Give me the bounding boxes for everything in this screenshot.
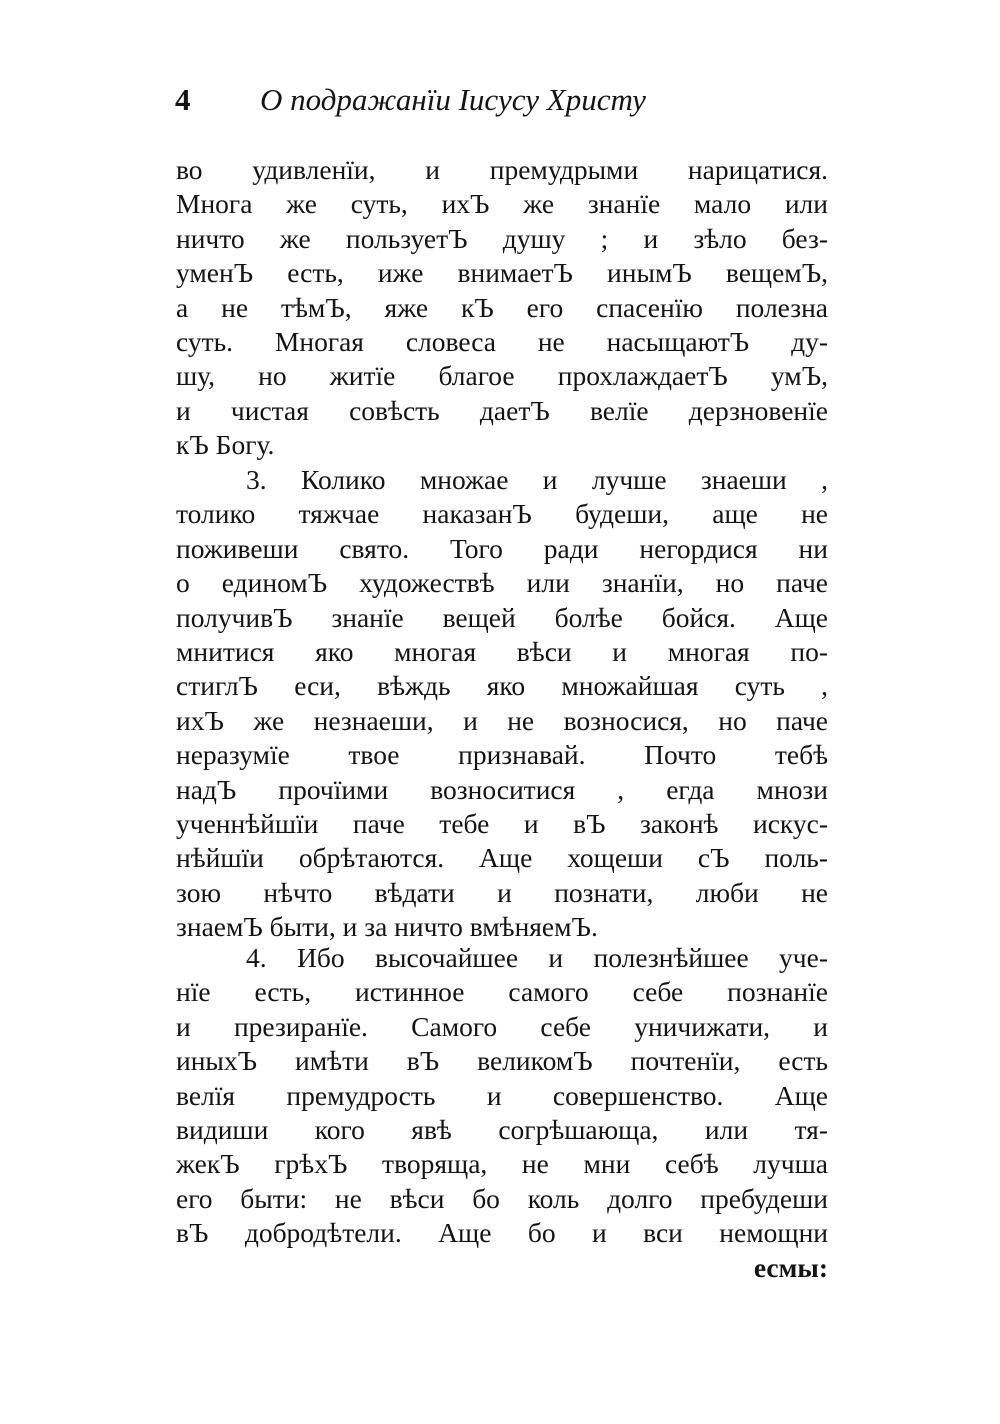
text-line: надЪ прочїими возноситися , егда мнози <box>176 773 828 805</box>
running-title: О подражанїи Іисусу Христу <box>260 82 646 117</box>
text-line: видиши кого явѣ согрѣшающа, или тя- <box>176 1113 828 1145</box>
paragraph-4 <box>176 941 828 1285</box>
text-line: вЪ добродѣтели. Аще бо и вси немощни <box>176 1217 828 1249</box>
text-line: во удивленїи, и премудрыми нарицатися. <box>176 154 828 185</box>
text-line: поживеши свято. Того ради негордися ни <box>176 532 828 564</box>
text-line: нѣйшїи обрѣтаются. Аще хощеши сЪ поль- <box>176 842 828 874</box>
text-line: о единомЪ художествѣ или знанїи, но паче <box>176 567 828 599</box>
text-line: ихЪ же незнаеши, и не возносися, но паче <box>176 704 828 736</box>
text-line: нїе есть, истинное самого себе познанїе <box>176 976 828 1008</box>
text-line: неразумїе твое признавай. Почто тебѣ <box>176 739 828 771</box>
text-line: 4. Ибо высочайшее и полезнѣйшее уче- <box>246 942 828 973</box>
text-line: шу, но житїе благое прохлаждаетЪ умЪ, <box>176 360 828 392</box>
running-header <box>175 82 775 126</box>
text-line: знаемЪ быти, и за ничто вмѣняемЪ. <box>176 911 598 943</box>
paragraph-3 <box>176 463 828 944</box>
text-line: ученнѣйшїи паче тебе и вЪ законѣ искус- <box>176 807 828 839</box>
paragraph-continuation <box>176 153 828 463</box>
text-line: жекЪ грѣхЪ творяща, не мни себѣ лучша <box>176 1148 828 1180</box>
text-line: суть. Многая словеса не насыщаютЪ ду- <box>176 325 828 357</box>
text-line: толико тяжчае наказанЪ будеши, аще не <box>176 498 828 530</box>
catchword: есмы: <box>753 1251 828 1283</box>
text-line: получивЪ знанїе вещей болѣе бойся. Аще <box>176 601 828 633</box>
text-line: стиглЪ еси, вѣждь яко множайшая суть , <box>176 670 828 702</box>
text-line: уменЪ есть, иже внимаетЪ инымЪ вещемЪ, <box>176 257 828 289</box>
text-line: иныхЪ имѣти вЪ великомЪ почтенїи, есть <box>176 1045 828 1077</box>
text-line: зою нѣчто вѣдати и познати, люби не <box>176 876 828 908</box>
text-line: и чистая совѣсть даетЪ велїе дерзновенїе <box>176 394 828 426</box>
text-line: ничто же пользуетЪ душу ; и зѣло без- <box>176 222 828 254</box>
page-number: 4 <box>175 82 191 117</box>
text-line: его быти: не вѣси бо коль долго пребудеши <box>176 1182 828 1214</box>
text-line: велїя премудрость и совершенство. Аще <box>176 1079 828 1111</box>
text-line: Многа же суть, ихЪ же знанїе мало или <box>176 188 828 220</box>
text-line: кЪ Богу. <box>176 429 275 461</box>
text-line: мнитися яко многая вѣси и многая по- <box>176 635 828 667</box>
text-line: и презиранїе. Самого себе уничижати, и <box>176 1010 828 1042</box>
text-line: а не тѣмЪ, яже кЪ его спасенїю полезна <box>176 291 828 323</box>
text-line: 3. Колико множае и лучше знаеши , <box>246 464 828 495</box>
